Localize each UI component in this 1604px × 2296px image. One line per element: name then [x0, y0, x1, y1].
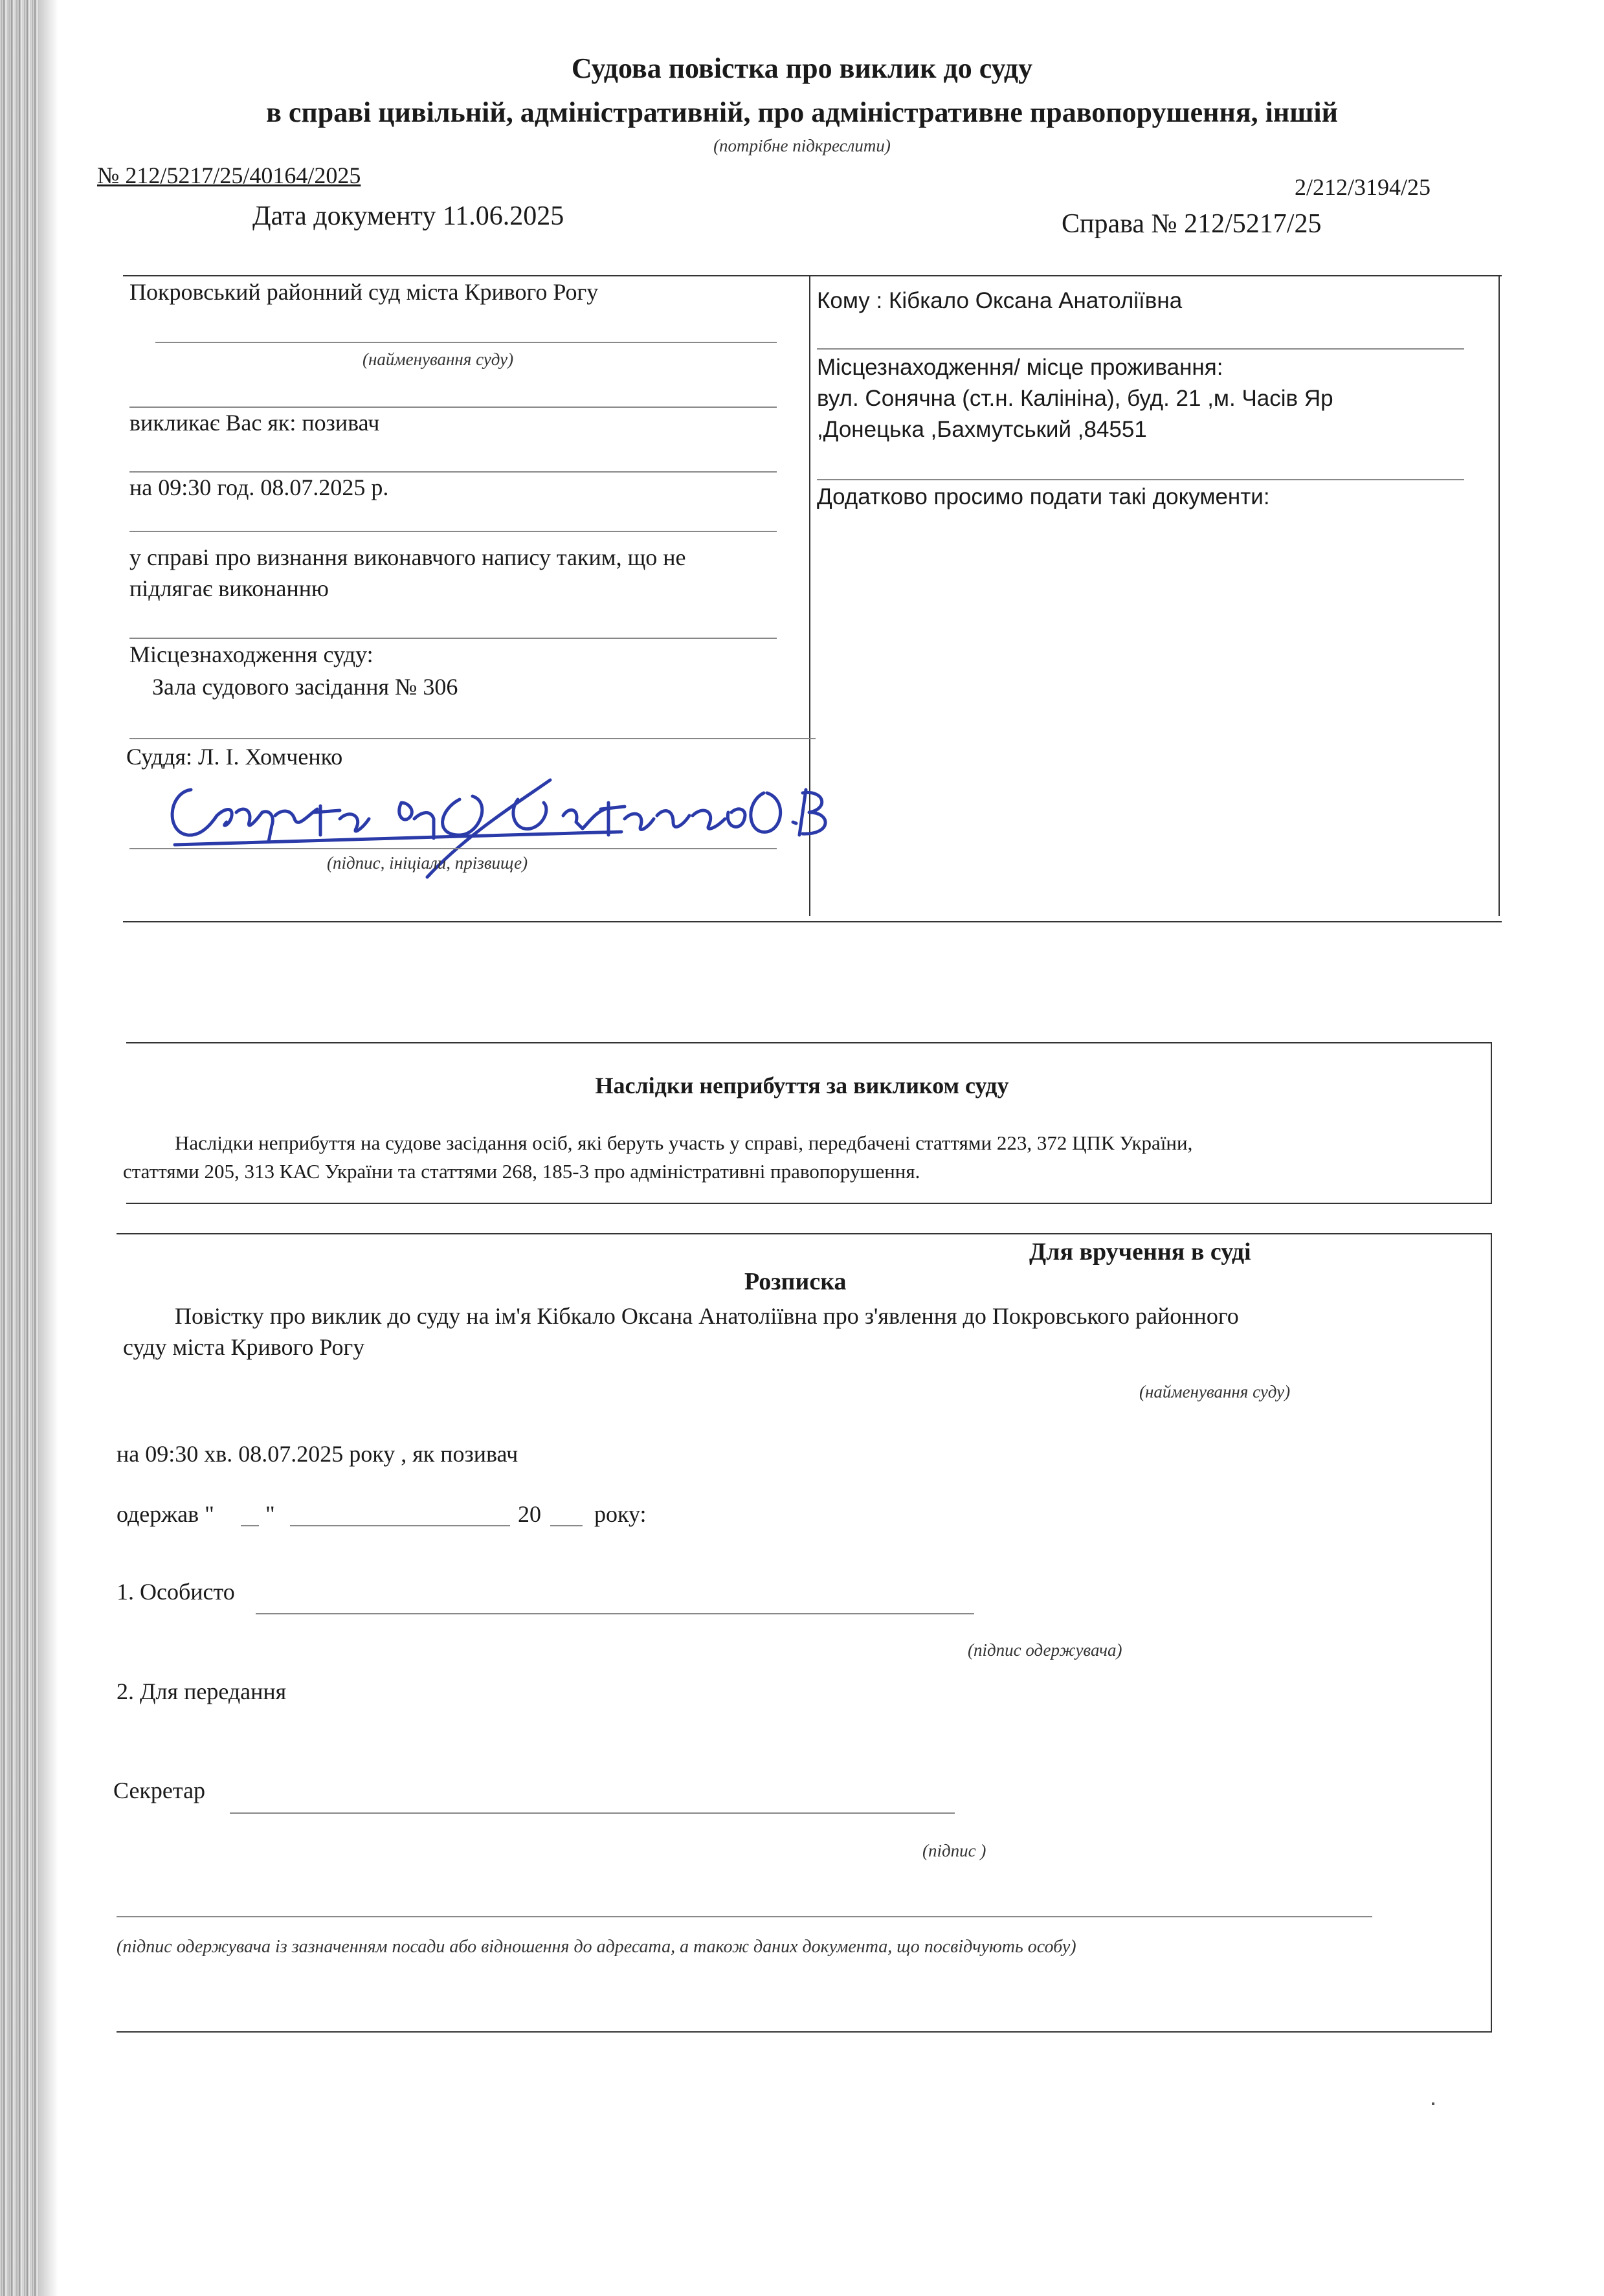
receipt-line-2: суду міста Кривого Рогу: [123, 1334, 365, 1360]
divider: [129, 738, 816, 739]
court-location-value: Зала судового засідання № 306: [152, 674, 458, 700]
title-line-1: Судова повістка про виклик до суду: [571, 52, 1033, 84]
signature-line: [129, 848, 777, 849]
address-line-1: вул. Сонячна (ст.н. Калініна), буд. 21 ,м. Часів Яр: [817, 386, 1333, 411]
right-border: [1498, 275, 1500, 916]
consequences-line-2: статтями 205, 313 КАС України та статтями 268, 185-3 про адміністративні правопорушення.: [123, 1160, 920, 1183]
hearing-datetime: на 09:30 год. 08.07.2025 р.: [129, 474, 389, 500]
court-location-label: Місцезнаходження суду:: [129, 641, 373, 667]
case-number: Справа № 212/5217/25: [1062, 209, 1322, 239]
document-date: Дата документу 11.06.2025: [252, 201, 564, 231]
divider: [817, 479, 1464, 480]
footer-signature-line: [117, 1916, 1372, 1917]
title-line-2: в справі цивільній, адміністративній, про адміністративне правопорушення, іншій: [266, 96, 1338, 128]
secretary-label: Секретар: [113, 1778, 206, 1803]
personal-signature-line: [256, 1613, 974, 1614]
personal-signature-hint: (підпис одержувача): [968, 1640, 1122, 1660]
divider: [129, 638, 777, 639]
received-prefix: одержав ": [117, 1501, 214, 1527]
extra-documents: Додатково просимо подати такі документи:: [817, 484, 1270, 509]
court-name-hint: (найменування суду): [362, 350, 514, 369]
transfer-label: 2. Для передання: [117, 1678, 287, 1704]
receipt-title: Розписка: [744, 1268, 847, 1295]
document-number: № 212/5217/25/40164/2025: [97, 162, 361, 188]
scan-edge-artifact: [0, 0, 39, 2296]
case-subject-line-2: підлягає виконанню: [129, 575, 329, 601]
divider: [129, 471, 777, 473]
receipt-time-line: на 09:30 хв. 08.07.2025 року , як позивач: [117, 1441, 518, 1467]
court-name: Покровський районний суд міста Кривого Рогу: [129, 279, 599, 305]
footer-hint: (підпис одержувача із зазначенням посади або відношення до адресата, а також даних документа, що посвідчують особу): [117, 1937, 1076, 1957]
reference-number: 2/212/3194/25: [1295, 174, 1431, 200]
secretary-signature-line: [230, 1812, 955, 1814]
judge-name: Суддя: Л. І. Хомченко: [126, 744, 343, 770]
scan-speck: [1432, 2102, 1434, 2105]
receipt-line-1: Повістку про виклик до суду на ім'я Кібкало Оксана Анатоліївна про з'явлення до Покровського районного: [175, 1303, 1239, 1329]
case-subject-line-1: у справі про визнання виконавчого напису таким, що не: [129, 544, 686, 570]
consequences-title: Наслідки неприбуття за викликом суду: [595, 1073, 1009, 1098]
divider: [817, 348, 1464, 350]
court-name-underline: [155, 342, 777, 343]
address-label: Місцезнаходження/ місце проживання:: [817, 355, 1223, 380]
secretary-signature-hint: (підпис ): [922, 1841, 986, 1860]
recipient: Кому : Кібкало Оксана Анатоліївна: [817, 288, 1183, 313]
received-month-blank: [290, 1525, 510, 1526]
scan-edge-shadow: [39, 0, 58, 2296]
received-year-blank: [550, 1525, 583, 1526]
consequences-line-1: Наслідки неприбуття на судове засідання осіб, які беруть участь у справі, передбачені статтями 223, 372 ЦПК України,: [175, 1131, 1193, 1154]
received-day-blank: [241, 1525, 259, 1526]
divider: [129, 531, 777, 532]
personal-label: 1. Особисто: [117, 1579, 235, 1605]
summons-as: викликає Вас як: позивач: [129, 410, 380, 436]
address-line-2: ,Донецька ,Бахмутський ,84551: [817, 417, 1147, 442]
for-court-delivery: Для вручення в суді: [1029, 1238, 1251, 1265]
title-hint: (потрібне підкреслити): [713, 136, 891, 155]
received-suffix: року:: [594, 1501, 647, 1527]
signature-hint: (підпис, ініціали, прізвище): [327, 853, 528, 873]
received-quote: ": [265, 1501, 275, 1527]
divider: [129, 407, 777, 408]
receipt-court-hint: (найменування суду): [1139, 1382, 1291, 1401]
received-year-prefix: 20: [518, 1501, 541, 1527]
